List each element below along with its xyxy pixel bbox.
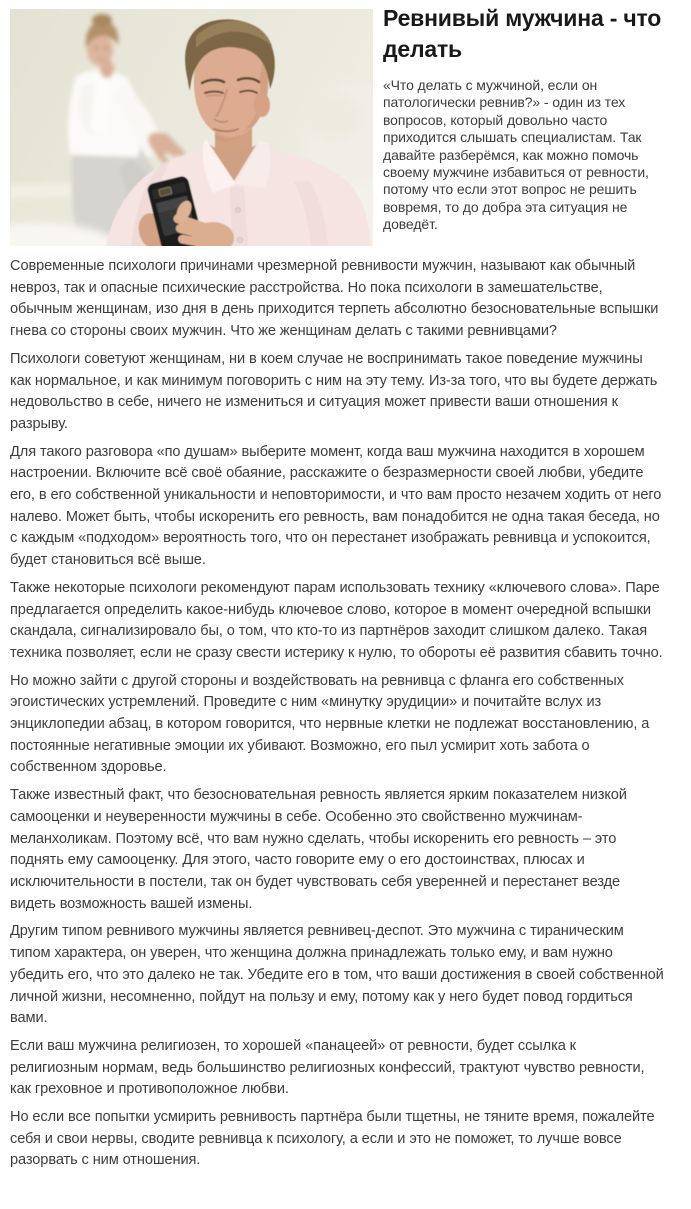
body-paragraph: Также некоторые психологи рекомендуют парам использовать технику «ключевого слова». Паре предлагается определить какое-нибудь ключевое слово, которое в момент очередной вспышки скандала, сигнализировало бы, о том, что кто-то из партнёров заходит слишком далеко. Такая техника позволяет, если не сразу свести истерику к нулю, то обороты её развития сбавить точно. xyxy=(10,579,663,661)
body-paragraph: Но если все попытки усмирить ревнивость партнёра были тщетны, не тяните время, пожалейте себя и свои нервы, сводите ревнивца к психологу, а если и это не поможет, то лучше вовсе разорвать с ним отношения. xyxy=(10,1109,655,1169)
couple-photo-illustration xyxy=(10,9,373,246)
body-paragraph: Психологи советуют женщинам, ни в коем случае не воспринимать такое поведение мужчины как нормальное, и как минимум поговорить с ним на эту тему. Из-за того, что вы будете держать недовольство в себе, ничего не измениться и ситуация может привести ваши отношения к разрыву. xyxy=(10,350,658,432)
body-paragraph: Современные психологи причинами чрезмерной ревнивости мужчин, называют как обычный невроз, так и опасные психические расстройства. Но пока психологи в замешательстве, обычным женщинам, изо дня в день приходится терпеть абсолютно безосновательные вспышки гнева со стороны своих мужчин. Что же женщинам делать с такими ревнивцами? xyxy=(10,258,659,340)
body-paragraph: Если ваш мужчина религиозен, то хорошей «панацеей» от ревности, будет ссылка к религиозным нормам, ведь большинство религиозных конфессий, трактуют чувство ревности, как греховное и противоположное любви. xyxy=(10,1037,645,1098)
intro-paragraph: «Что делать с мужчиной, если он патологически ревнив?» - один из тех вопросов, который довольно часто приходится слышать специалистам. Так давайте разберёмся, как можно помочь своему мужчине избавиться от ревности, потому что если этот вопрос не решить вовремя, то до добра эта ситуация не доведёт. xyxy=(383,77,649,233)
article-body xyxy=(10,256,665,1172)
body-paragraph: Но можно зайти с другой стороны и воздействовать на ревнивца с фланга его собственных эгоистических устремлений. Проведите с ним «минутку эрудиции» и почитайте вслух из энциклопедии абзац, в котором говорится, что нервные клетки не подлежат восстановлению, а постоянные негативные эмоции их убивают. Возможно, его пыл усмирит хоть забота о собственном здоровье. xyxy=(10,672,650,776)
hero-photo xyxy=(10,9,373,246)
top-section xyxy=(0,0,691,246)
body-paragraph: Для такого разговора «по душам» выберите момент, когда ваш мужчина находится в хорошем настроении. Включите всё своё обаяние, расскажите о безразмерности своей любви, убедите его, в его собственной уникальности и неповторимости, и что вам просто незачем ходить от него налево. Может быть, чтобы искоренить его ревность, вам понадобится не одна такая беседа, но с каждым «подходом» вероятность того, что он перестанет изображать ревнивца и успокоится, будет становиться всё выше. xyxy=(10,443,662,569)
page-title: Ревнивый мужчина - что делать xyxy=(383,5,662,62)
body-paragraph: Также известный факт, что безосновательная ревность является ярким показателем низкой самооценки и неуверенности мужчины в себе. Особенно это свойственно мужчинам-меланхоликам. Поэтому всё, что вам нужно сделать, чтобы искоренить его ревность – это поднять ему самооценку. Для этого, часто говорите ему о его достоинствах, плюсах и исключительности в постели, так он будет чувствовать себя уверенней и перестанет везде видеть возможность вашей измены. xyxy=(10,787,627,912)
title-column xyxy=(383,3,683,246)
body-paragraph: Другим типом ревнивого мужчины является ревнивец-деспот. Это мужчина с тираническим типом характера, он уверен, что женщина должна принадлежать только ему, и вам нужно убедить его, что это далеко не так. Убедите его в том, что ваши достижения в своей собственной личной жизни, несомненно, пойдут на пользу и ему, потому как у него будет повод гордиться вами. xyxy=(10,923,664,1027)
